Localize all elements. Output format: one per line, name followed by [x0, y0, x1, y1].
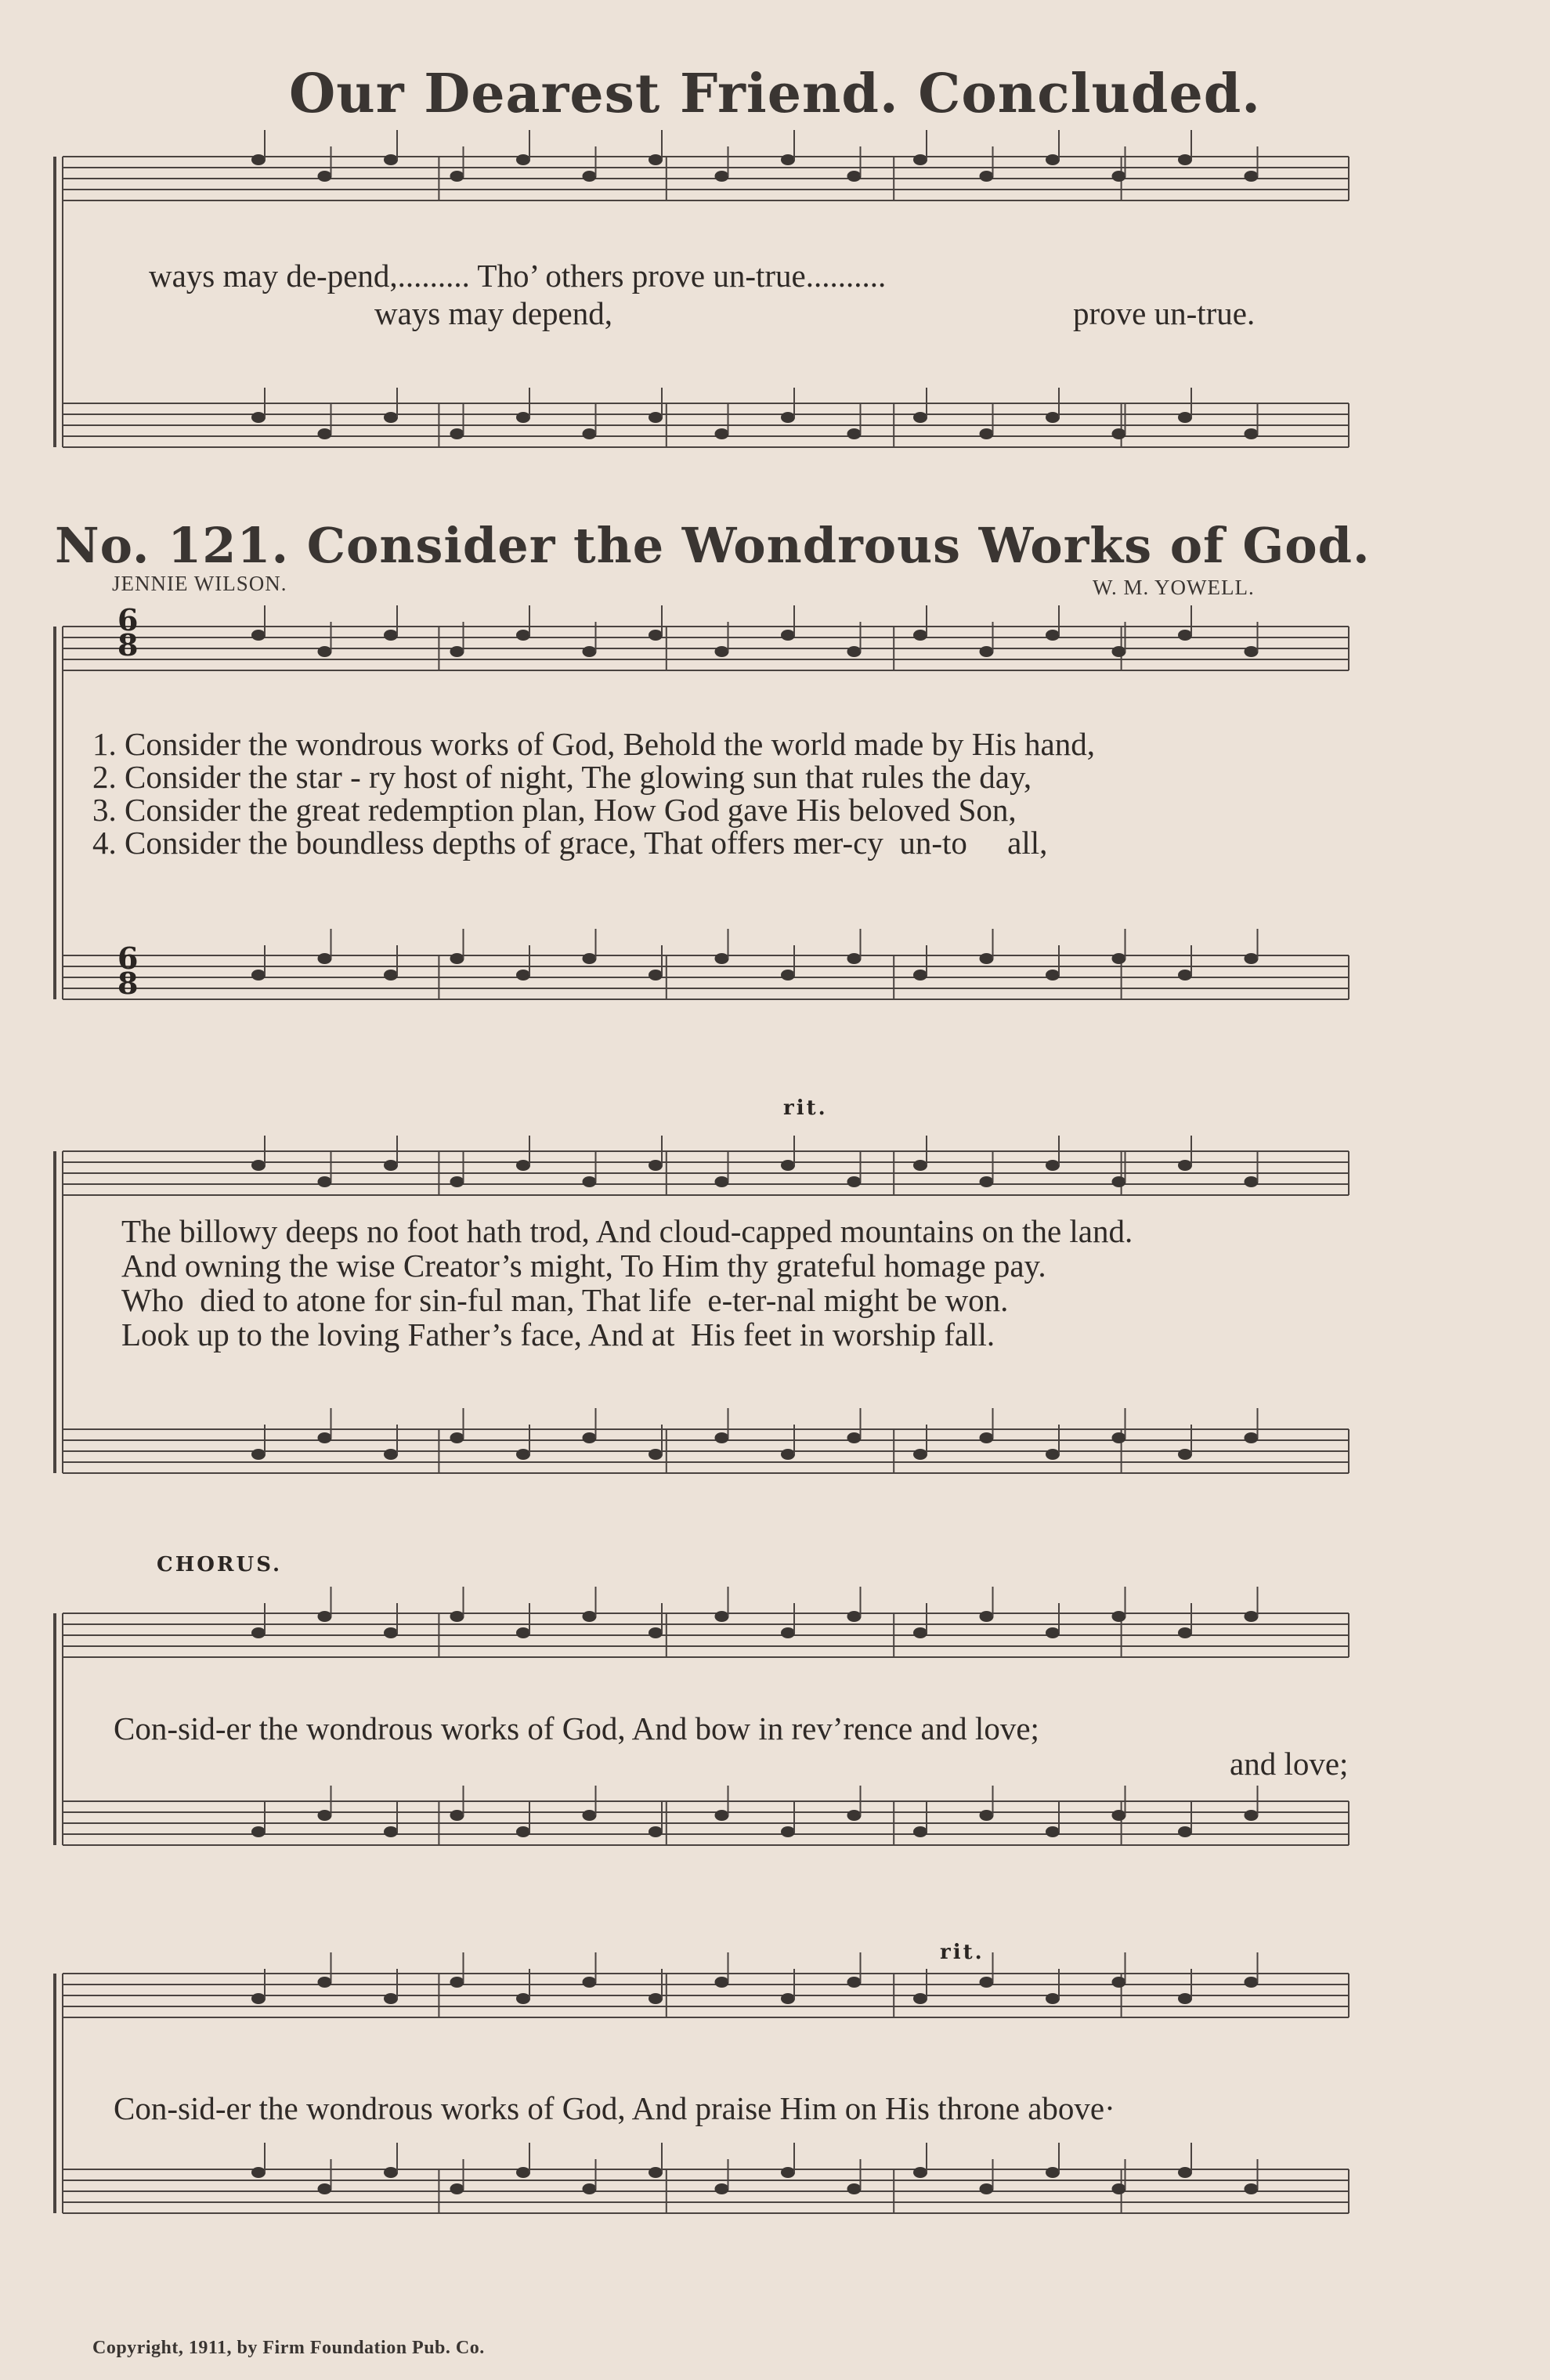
note-head — [715, 1432, 729, 1443]
verse-part1-line-4: 4. Consider the boundless depths of grace, That offers mer-cy un-to all, — [92, 825, 1048, 861]
note-head — [450, 1810, 464, 1821]
note-head — [781, 630, 795, 641]
note-head — [516, 1627, 530, 1638]
note-head — [1245, 428, 1259, 439]
note-head — [1245, 1810, 1259, 1821]
note-head — [1178, 2167, 1192, 2178]
note-head — [516, 2167, 530, 2178]
note-head — [715, 2183, 729, 2194]
note-head — [715, 646, 729, 657]
note-head — [913, 412, 927, 423]
note-head — [781, 412, 795, 423]
note-head — [1046, 1627, 1060, 1638]
note-head — [583, 646, 597, 657]
note-head — [781, 970, 795, 981]
note-head — [318, 2183, 332, 2194]
note-head — [516, 970, 530, 981]
note-head — [1178, 1449, 1192, 1460]
note-head — [649, 154, 663, 165]
note-head — [1112, 953, 1126, 964]
note-head — [251, 1449, 266, 1460]
note-head — [583, 2183, 597, 2194]
chorus-line-1: Con-sid-er the wondrous works of God, And bow in rev’rence and love; — [114, 1710, 1039, 1746]
note-head — [913, 1160, 927, 1171]
note-head — [450, 428, 464, 439]
note-head — [715, 428, 729, 439]
note-head — [450, 1176, 464, 1187]
note-head — [913, 630, 927, 641]
note-head — [384, 970, 398, 981]
note-head — [583, 428, 597, 439]
note-head — [1046, 2167, 1060, 2178]
time-signature-bass — [117, 941, 139, 1001]
verse-part2-line-1: The billowy deeps no foot hath trod, And cloud-capped mountains on the land. — [121, 1213, 1133, 1249]
note-head — [384, 1160, 398, 1171]
note-head — [318, 1810, 332, 1821]
note-head — [516, 412, 530, 423]
note-head — [318, 1176, 332, 1187]
note-head — [715, 1810, 729, 1821]
note-head — [450, 1611, 464, 1622]
time-signature-bottom: 8 — [117, 627, 139, 663]
note-head — [980, 1432, 994, 1443]
note-head — [318, 1977, 332, 1988]
note-head — [1112, 428, 1126, 439]
note-head — [1046, 1449, 1060, 1460]
note-head — [583, 171, 597, 182]
note-head — [847, 953, 862, 964]
note-head — [980, 953, 994, 964]
note-head — [450, 646, 464, 657]
note-head — [1178, 970, 1192, 981]
verse-part1-line-3: 3. Consider the great redemption plan, How God gave His beloved Son, — [92, 792, 1017, 828]
note-head — [913, 1627, 927, 1638]
note-head — [516, 1160, 530, 1171]
note-head — [980, 171, 994, 182]
note-head — [1046, 1160, 1060, 1171]
note-head — [649, 412, 663, 423]
note-head — [1112, 1810, 1126, 1821]
note-head — [1112, 1977, 1126, 1988]
note-head — [318, 1432, 332, 1443]
verse-part1-line-1: 1. Consider the wondrous works of God, Behold the world made by His hand, — [92, 726, 1095, 762]
note-head — [384, 630, 398, 641]
note-head — [1046, 970, 1060, 981]
note-head — [450, 1977, 464, 1988]
time-signature-top: 6 — [117, 602, 139, 637]
time-signature-treble — [117, 602, 139, 663]
song-author: JENNIE WILSON. — [112, 572, 287, 595]
note-head — [1178, 412, 1192, 423]
note-head — [251, 2167, 266, 2178]
note-head — [251, 1826, 266, 1837]
prev-song-lyric-line-2b: prove un-true. — [1073, 295, 1256, 331]
note-head — [516, 1826, 530, 1837]
verse-part2-line-2: And owning the wise Creator’s might, To Him thy grateful homage pay. — [121, 1248, 1046, 1284]
note-head — [1046, 412, 1060, 423]
note-head — [980, 2183, 994, 2194]
verse-part1-line-2: 2. Consider the star - ry host of night, The glowing sun that rules the day, — [92, 759, 1032, 795]
note-head — [384, 1627, 398, 1638]
note-head — [1112, 1611, 1126, 1622]
note-head — [913, 2167, 927, 2178]
note-head — [715, 1977, 729, 1988]
note-head — [384, 1826, 398, 1837]
note-head — [980, 1176, 994, 1187]
note-head — [450, 171, 464, 182]
note-head — [715, 953, 729, 964]
note-head — [649, 1627, 663, 1638]
note-head — [384, 412, 398, 423]
note-head — [913, 970, 927, 981]
note-head — [913, 1826, 927, 1837]
note-head — [781, 1993, 795, 2004]
verse-part2-line-4: Look up to the loving Father’s face, And at His feet in worship fall. — [121, 1316, 995, 1353]
note-head — [649, 630, 663, 641]
note-head — [649, 1160, 663, 1171]
note-head — [1112, 2183, 1126, 2194]
note-head — [1112, 171, 1126, 182]
note-head — [781, 1826, 795, 1837]
note-head — [1112, 646, 1126, 657]
note-head — [913, 154, 927, 165]
note-head — [913, 1993, 927, 2004]
note-head — [384, 154, 398, 165]
note-head — [583, 1977, 597, 1988]
song-composer: W. M. YOWELL. — [1093, 576, 1255, 599]
note-head — [251, 412, 266, 423]
note-head — [1245, 1977, 1259, 1988]
note-head — [715, 1611, 729, 1622]
note-head — [781, 154, 795, 165]
note-head — [384, 1449, 398, 1460]
note-head — [583, 1432, 597, 1443]
note-head — [1245, 1176, 1259, 1187]
note-head — [1178, 1160, 1192, 1171]
note-head — [649, 970, 663, 981]
note-head — [847, 1611, 862, 1622]
note-head — [1046, 1826, 1060, 1837]
chorus-label: CHORUS. — [157, 1553, 283, 1576]
note-head — [384, 1993, 398, 2004]
note-head — [1112, 1176, 1126, 1187]
time-signature-bottom: 8 — [117, 966, 139, 1001]
note-head — [1046, 1993, 1060, 2004]
note-head — [847, 646, 862, 657]
note-head — [1046, 630, 1060, 641]
note-head — [1178, 154, 1192, 165]
time-signature-top: 6 — [117, 941, 139, 976]
note-head — [1178, 1627, 1192, 1638]
note-head — [1245, 953, 1259, 964]
note-head — [1178, 630, 1192, 641]
note-head — [1046, 154, 1060, 165]
note-head — [516, 630, 530, 641]
note-head — [318, 1611, 332, 1622]
note-head — [649, 2167, 663, 2178]
chorus-line-1-echo: and love; — [1230, 1746, 1349, 1782]
note-head — [649, 1993, 663, 2004]
note-head — [847, 1810, 862, 1821]
note-head — [1245, 171, 1259, 182]
note-head — [1245, 646, 1259, 657]
verse-part2-line-3: Who died to atone for sin-ful man, That life e-ter-nal might be won. — [121, 1282, 1009, 1318]
note-head — [980, 1611, 994, 1622]
note-head — [847, 1977, 862, 1988]
note-head — [583, 1611, 597, 1622]
note-head — [649, 1826, 663, 1837]
note-head — [715, 171, 729, 182]
chorus-line-2: Con-sid-er the wondrous works of God, And praise Him on His throne above· — [114, 2090, 1115, 2126]
note-head — [251, 970, 266, 981]
note-head — [781, 1627, 795, 1638]
note-head — [318, 646, 332, 657]
note-head — [1245, 1432, 1259, 1443]
note-head — [781, 2167, 795, 2178]
note-head — [318, 171, 332, 182]
note-head — [1245, 2183, 1259, 2194]
note-head — [980, 1810, 994, 1821]
note-head — [781, 1160, 795, 1171]
note-head — [583, 1810, 597, 1821]
note-head — [516, 154, 530, 165]
prev-song-lyric-line-1: ways may de-pend,......... Tho’ others prove un-true.......... — [149, 258, 887, 294]
note-head — [251, 1160, 266, 1171]
note-head — [913, 1449, 927, 1460]
chorus-rit-marking: rit. — [940, 1941, 985, 1964]
note-head — [980, 428, 994, 439]
note-head — [384, 2167, 398, 2178]
note-head — [847, 1432, 862, 1443]
note-head — [251, 1993, 266, 2004]
note-head — [1178, 1993, 1192, 2004]
note-head — [980, 646, 994, 657]
note-head — [318, 428, 332, 439]
prev-song-title: Our Dearest Friend. Concluded. — [289, 63, 1261, 125]
note-head — [781, 1449, 795, 1460]
note-head — [450, 1432, 464, 1443]
note-head — [847, 2183, 862, 2194]
note-head — [715, 1176, 729, 1187]
copyright: Copyright, 1911, by Firm Foundation Pub. Co. — [92, 2338, 485, 2358]
note-head — [251, 154, 266, 165]
note-head — [649, 1449, 663, 1460]
note-head — [318, 953, 332, 964]
note-head — [450, 2183, 464, 2194]
note-head — [847, 1176, 862, 1187]
note-head — [1245, 1611, 1259, 1622]
note-head — [583, 1176, 597, 1187]
note-head — [516, 1993, 530, 2004]
note-head — [847, 428, 862, 439]
note-head — [251, 1627, 266, 1638]
song-title: No. 121. Consider the Wondrous Works of God. — [55, 517, 1371, 574]
note-head — [516, 1449, 530, 1460]
note-head — [847, 171, 862, 182]
note-head — [251, 630, 266, 641]
note-head — [1112, 1432, 1126, 1443]
note-head — [1178, 1826, 1192, 1837]
rit-marking: rit. — [783, 1096, 828, 1120]
note-head — [980, 1977, 994, 1988]
note-head — [583, 953, 597, 964]
prev-song-lyric-line-2a: ways may depend, — [374, 295, 612, 331]
note-head — [450, 953, 464, 964]
